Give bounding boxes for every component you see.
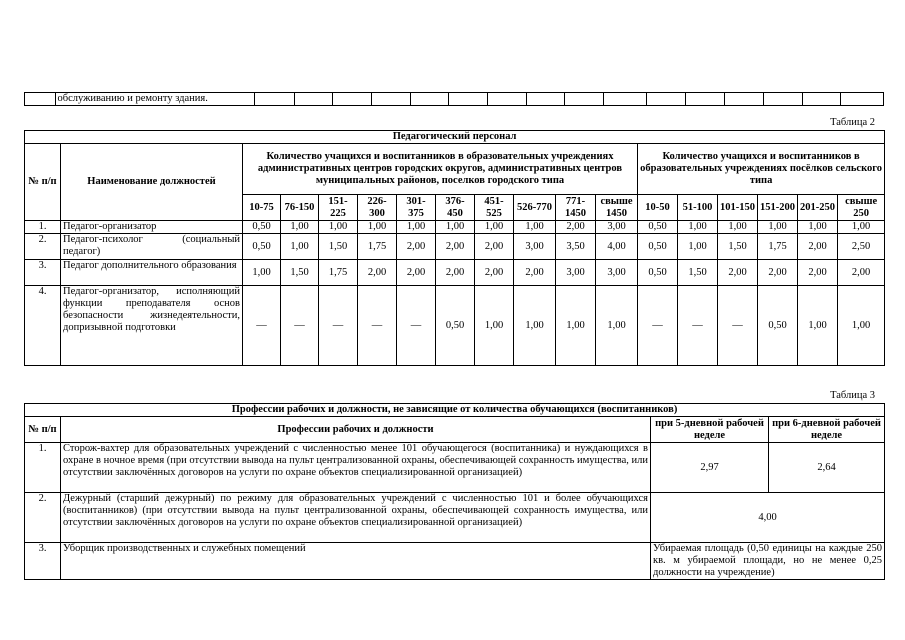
staff-value: 0,50 — [758, 286, 798, 366]
staff-value: 2,50 — [838, 234, 885, 260]
staff-value: 2,00 — [556, 221, 596, 234]
norm-value: 2,64 — [769, 443, 885, 493]
staff-value: 0,50 — [436, 286, 475, 366]
norm-value: 4,00 — [651, 493, 885, 543]
staff-value: 1,00 — [758, 221, 798, 234]
row-number: 1. — [25, 443, 61, 493]
staff-value: — — [397, 286, 436, 366]
table2-caption: Таблица 2 — [830, 117, 875, 128]
staff-value: 1,00 — [319, 221, 358, 234]
staff-value: 1,00 — [718, 221, 758, 234]
row-number: 3. — [25, 543, 61, 580]
staff-value: 1,00 — [678, 221, 718, 234]
table-row — [25, 286, 885, 366]
staff-value: — — [718, 286, 758, 366]
col-6day-header: при 6-дневной рабочей неделе — [769, 417, 885, 443]
staff-value: 1,00 — [798, 221, 838, 234]
staff-value: 1,50 — [319, 234, 358, 260]
staff-value: 1,00 — [243, 260, 281, 286]
staff-value: 1,00 — [678, 234, 718, 260]
staff-value: — — [358, 286, 397, 366]
staff-value: 3,00 — [514, 234, 556, 260]
staff-value: 1,00 — [475, 286, 514, 366]
profession-name: Дежурный (старший дежурный) по режиму для образовательных учреждений с численностью 101 и более обучающихся (воспитанников) (при отсутствии вывода на пульт централизованной охраны, обеспечивающей сохранность имущества, или отсутствии заключённых договоров на услуги по охране объектов специализированной организацией) — [61, 493, 651, 543]
table-row — [25, 543, 885, 580]
range-header: 51-100 — [678, 195, 718, 221]
col-name-header: Наименование должностей — [61, 144, 243, 221]
profession-name: Сторож-вахтер для образовательных учреждений с численностью менее 101 обучающегося (воспитанника) и нуждающихся в охране в ночное время (при отсутствии вывода на пульт централизованной охраны, обеспечивающей сохранность имущества, или отсутствии заключённых договоров на услуги по охране объектов специализированной организацией) — [61, 443, 651, 493]
staff-value: 1,75 — [358, 234, 397, 260]
staff-value: 1,00 — [475, 221, 514, 234]
col-num-header: № п/п — [25, 417, 61, 443]
range-header: свыше 1450 — [596, 195, 638, 221]
staff-value: 0,50 — [638, 234, 678, 260]
staff-value: 2,00 — [475, 234, 514, 260]
staff-value: — — [243, 286, 281, 366]
staff-value: 1,00 — [281, 234, 319, 260]
position-name: Педагог-организатор, исполняющий функции преподавателя основ безопасности жизнедеятельности, допризывной подготовки — [61, 286, 243, 366]
col-profession-header: Профессии рабочих и должности — [61, 417, 651, 443]
staff-value: 2,00 — [838, 260, 885, 286]
range-header: 301-375 — [397, 195, 436, 221]
staff-value: 4,00 — [596, 234, 638, 260]
position-name: Педагог-организатор — [61, 221, 243, 234]
row-number: 3. — [25, 260, 61, 286]
staff-value: 2,00 — [758, 260, 798, 286]
range-header: 101-150 — [718, 195, 758, 221]
position-name: Педагог-психолог (социальный педагог) — [61, 234, 243, 260]
staff-value: 1,00 — [838, 221, 885, 234]
staff-value: 0,50 — [638, 260, 678, 286]
staff-value: 2,00 — [718, 260, 758, 286]
range-header: 151-200 — [758, 195, 798, 221]
staff-value: 2,00 — [358, 260, 397, 286]
staff-value: 1,00 — [798, 286, 838, 366]
range-header: 151-225 — [319, 195, 358, 221]
table3-section-title: Профессии рабочих и должности, не зависящие от количества обучающихся (воспитанников) — [25, 404, 885, 417]
col-num-header: № п/п — [25, 144, 61, 221]
urban-group-header: Количество учащихся и воспитанников в образовательных учреждениях административных центров городских округов, административных центров муниципальных районов, поселков городского типа — [243, 144, 638, 195]
range-header: 376-450 — [436, 195, 475, 221]
staff-value: — — [678, 286, 718, 366]
staff-value: 2,00 — [436, 260, 475, 286]
range-header: 526-770 — [514, 195, 556, 221]
staff-value: 3,00 — [596, 221, 638, 234]
staff-value: 1,75 — [758, 234, 798, 260]
range-header: 10-75 — [243, 195, 281, 221]
staff-value: 1,50 — [678, 260, 718, 286]
table3-caption: Таблица 3 — [830, 390, 875, 401]
table-row — [25, 234, 885, 260]
table-row — [25, 493, 885, 543]
staff-value: — — [319, 286, 358, 366]
staff-value: 0,50 — [243, 221, 281, 234]
range-header: 76-150 — [281, 195, 319, 221]
staff-value: 1,00 — [514, 286, 556, 366]
staff-value: 1,00 — [838, 286, 885, 366]
staff-value: 3,00 — [596, 260, 638, 286]
staff-value: 2,00 — [397, 260, 436, 286]
staff-value: 3,00 — [556, 260, 596, 286]
staff-value: 0,50 — [638, 221, 678, 234]
rural-group-header: Количество учащихся и воспитанников в образовательных учреждениях посёлков сельского типа — [638, 144, 885, 195]
staff-value: — — [281, 286, 319, 366]
table2-pedagogical-staff — [24, 130, 885, 366]
staff-value: 1,00 — [514, 221, 556, 234]
position-name: Педагог дополнительного образования — [61, 260, 243, 286]
staff-value: 2,00 — [798, 260, 838, 286]
range-header: 451-525 — [475, 195, 514, 221]
row-number: 2. — [25, 493, 61, 543]
norm-value: Убираемая площадь (0,50 единицы на каждые 250 кв. м убираемой площади, но не менее 0,25 должности на учреждение) — [651, 543, 885, 580]
table-row — [25, 93, 884, 106]
staff-value: 1,75 — [319, 260, 358, 286]
staff-value: 1,00 — [281, 221, 319, 234]
staff-value: 1,00 — [596, 286, 638, 366]
table-row — [25, 443, 885, 493]
profession-name: Уборщик производственных и служебных помещений — [61, 543, 651, 580]
table-row — [25, 221, 885, 234]
staff-value: 0,50 — [243, 234, 281, 260]
staff-value: 2,00 — [397, 234, 436, 260]
row-number: 4. — [25, 286, 61, 366]
staff-value: 3,50 — [556, 234, 596, 260]
table3-workers — [24, 403, 885, 580]
staff-value: 1,00 — [436, 221, 475, 234]
fragment-text: обслуживанию и ремонту здания. — [55, 93, 254, 106]
staff-value: 2,00 — [475, 260, 514, 286]
col-5day-header: при 5-дневной рабочей неделе — [651, 417, 769, 443]
range-header: 226-300 — [358, 195, 397, 221]
table-row — [25, 260, 885, 286]
range-header: 201-250 — [798, 195, 838, 221]
staff-value: 1,00 — [556, 286, 596, 366]
row-number: 2. — [25, 234, 61, 260]
range-header: 10-50 — [638, 195, 678, 221]
staff-value: — — [638, 286, 678, 366]
staff-value: 1,00 — [358, 221, 397, 234]
staff-value: 1,50 — [718, 234, 758, 260]
staff-value: 1,50 — [281, 260, 319, 286]
row-number: 1. — [25, 221, 61, 234]
range-header: свыше 250 — [838, 195, 885, 221]
norm-value: 2,97 — [651, 443, 769, 493]
previous-table-fragment — [24, 92, 884, 106]
staff-value: 2,00 — [514, 260, 556, 286]
range-header: 771-1450 — [556, 195, 596, 221]
staff-value: 1,00 — [397, 221, 436, 234]
table2-section-title: Педагогический персонал — [25, 131, 885, 144]
staff-value: 2,00 — [436, 234, 475, 260]
staff-value: 2,00 — [798, 234, 838, 260]
